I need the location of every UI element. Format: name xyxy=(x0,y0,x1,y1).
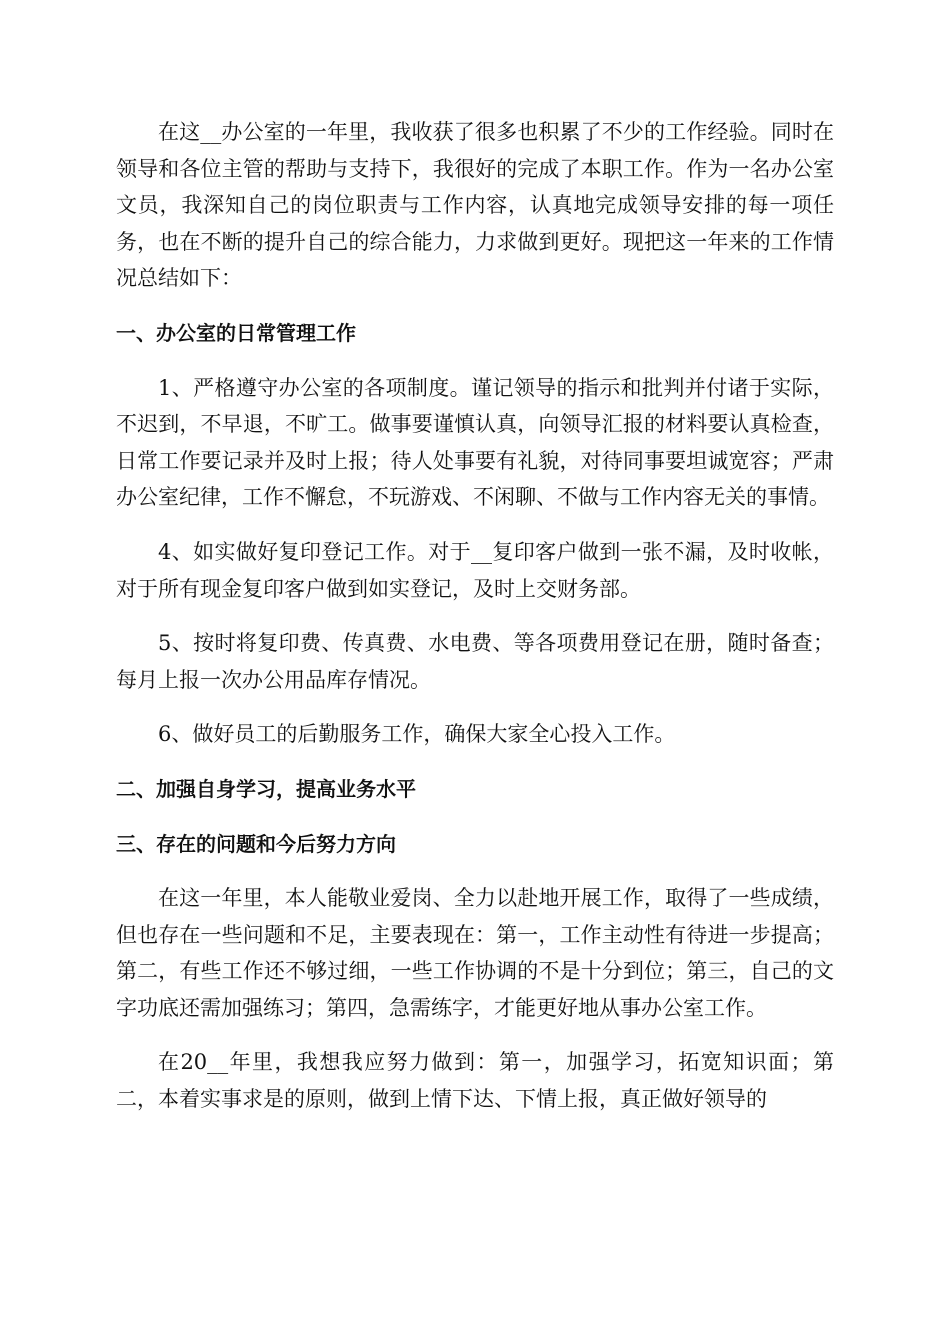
section-heading-daily-management: 一、办公室的日常管理工作 xyxy=(116,320,356,345)
document-body xyxy=(116,114,834,1136)
section-heading-self-study: 二、加强自身学习，提高业务水平 xyxy=(116,776,416,801)
problems-paragraph: 在这一年里，本人能敬业爱岗、全力以赴地开展工作，取得了一些成绩，但也存在一些问题和不足，主要表现在：第一，工作主动性有待进一步提高；第二，有些工作还不够过细，一些工作协调的不是十分到位；第三，自己的文字功底还需加强练习；第四，急需练字，才能更好地从事办公室工作。 xyxy=(116,886,834,1020)
section-heading-problems-direction: 三、存在的问题和今后努力方向 xyxy=(116,831,396,856)
intro-paragraph: 在这__办公室的一年里，我收获了很多也积累了不少的工作经验。同时在领导和各位主管的帮助与支持下，我很好的完成了本职工作。作为一名办公室文员，我深知自己的岗位职责与工作内容，认真地完成领导安排的每一项任务，也在不断的提升自己的综合能力，力求做到更好。现把这一年来的工作情况总结如下： xyxy=(116,120,834,291)
item-paragraph-5: 5、按时将复印费、传真费、水电费、等各项费用登记在册，随时备查；每月上报一次办公用品库存情况。 xyxy=(116,631,834,692)
plans-paragraph: 在20__年里，我想我应努力做到：第一，加强学习，拓宽知识面；第二，本着实事求是的原则，做到上情下达、下情上报，真正做好领导的 xyxy=(116,1050,834,1112)
item-paragraph-1: 1、严格遵守办公室的各项制度。谨记领导的指示和批判并付诸于实际，不迟到，不早退，不旷工。做事要谨慎认真，向领导汇报的材料要认真检查，日常工作要记录并及时上报；待人处事要有礼貌，对待同事要坦诚宽容；严肃办公室纪律，工作不懈怠，不玩游戏、不闲聊、不做与工作内容无关的事情。 xyxy=(116,375,834,510)
item-paragraph-6: 6、做好员工的后勤服务工作，确保大家全心投入工作。 xyxy=(158,722,676,747)
item-paragraph-4: 4、如实做好复印登记工作。对于__复印客户做到一张不漏，及时收帐，对于所有现金复印客户做到如实登记，及时上交财务部。 xyxy=(116,539,834,601)
